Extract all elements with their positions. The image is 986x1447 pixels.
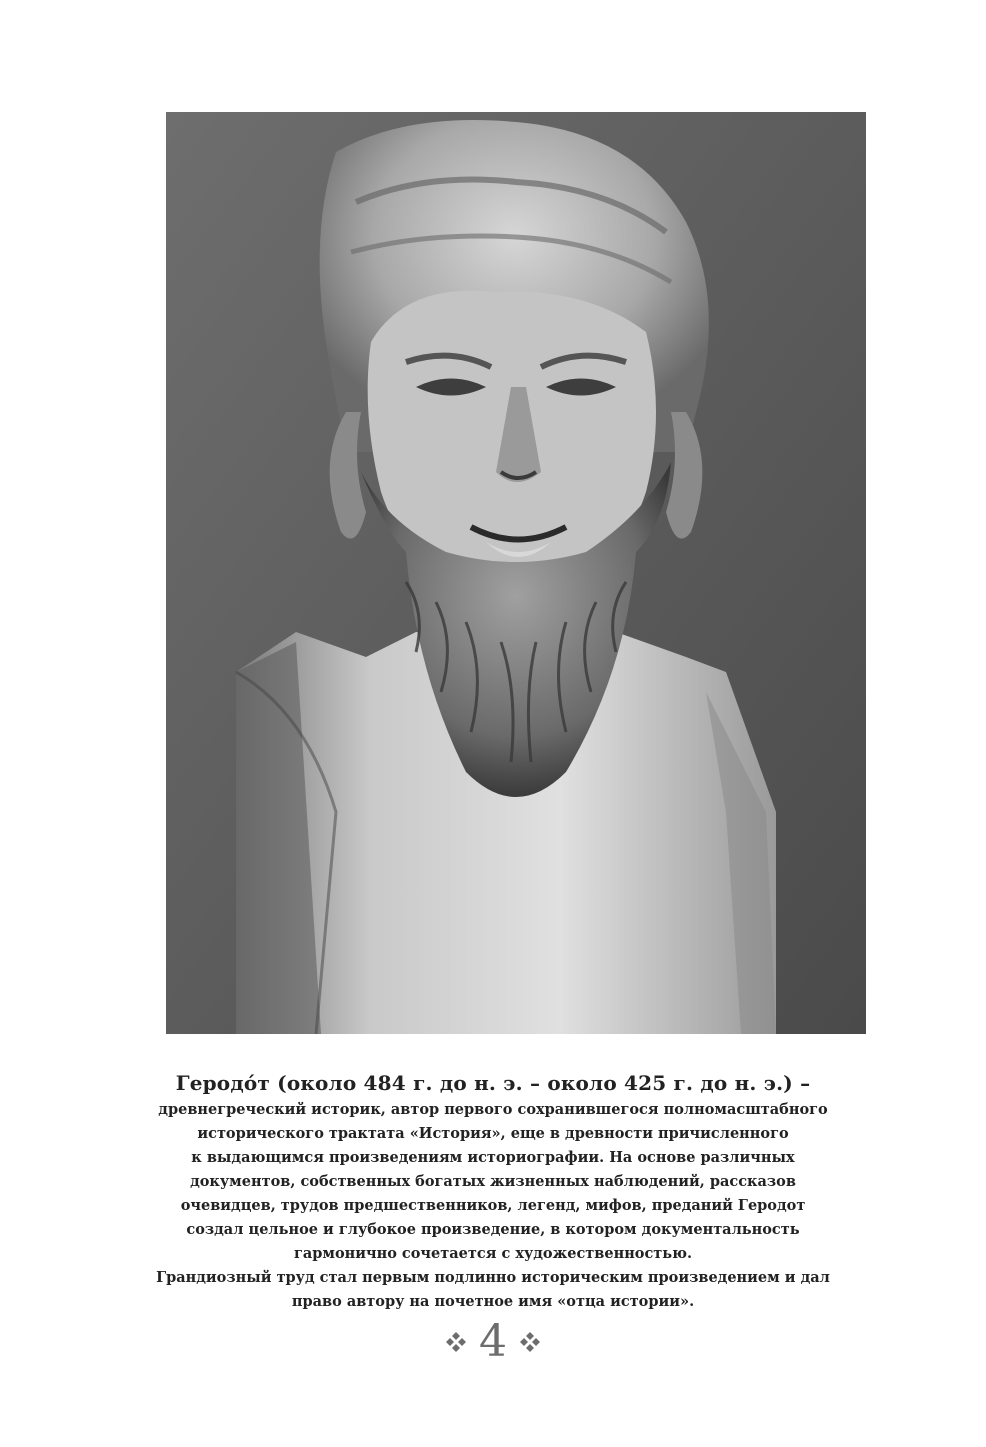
diamond-ornament-right-icon	[519, 1331, 541, 1353]
caption-line: исторического трактата «История», еще в древности причисленного	[197, 1125, 789, 1142]
herodotus-bust-photo	[166, 112, 866, 1034]
caption-line: древнегреческий историк, автор первого сохранившегося полномасштабного	[158, 1101, 828, 1118]
page-number-block	[0, 1312, 986, 1372]
figure-caption	[120, 1068, 866, 1314]
caption-line: к выдающимся произведениям историографии. На основе различных	[191, 1149, 795, 1166]
caption-line: документов, собственных богатых жизненных наблюдений, рассказов	[190, 1173, 796, 1190]
caption-line: право автору на почетное имя «отца истории».	[291, 1293, 695, 1310]
caption-line: Грандиозный труд стал первым подлинно историческим произведением и дал	[156, 1269, 830, 1286]
diamond-ornament-left-icon	[445, 1331, 467, 1353]
page-number: 4	[479, 1316, 507, 1367]
bust-illustration	[166, 112, 866, 1034]
caption-line: создал цельное и глубокое произведение, в котором документальность	[186, 1221, 800, 1238]
caption-line: очевидцев, трудов предшественников, легенд, мифов, преданий Геродот	[180, 1197, 806, 1214]
caption-line: гармонично сочетается с художественностью.	[293, 1245, 693, 1262]
caption-title: Геродо́т (около 484 г. до н. э. – около 425 г. до н. э.) –	[175, 1071, 811, 1095]
